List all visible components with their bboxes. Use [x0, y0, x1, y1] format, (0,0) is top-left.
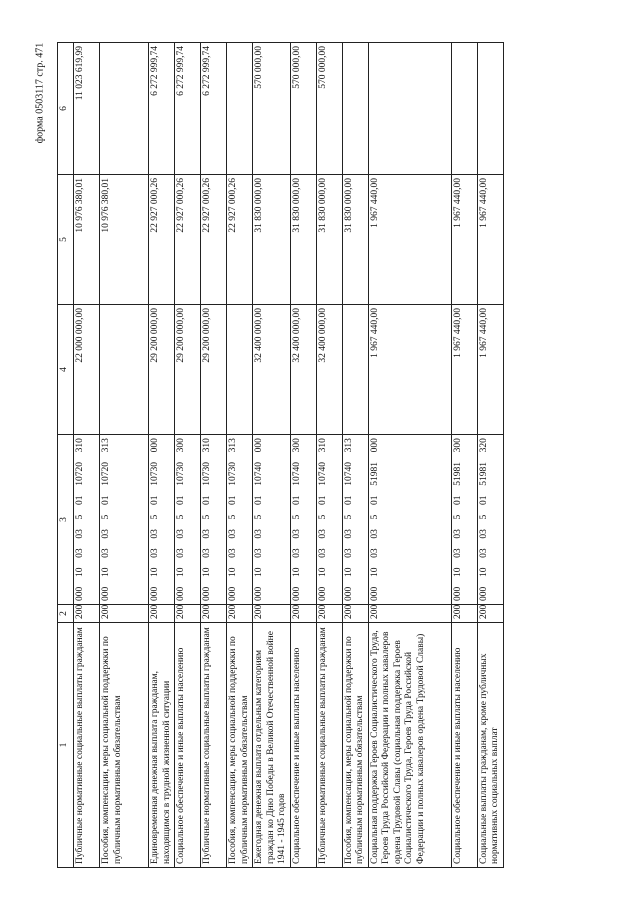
table-row	[451, 43, 477, 868]
row-indicator-name: Публичные нормативные социальные выплаты гражданам	[74, 623, 100, 868]
row-amount-v6	[342, 43, 368, 175]
row-indicator-name: Единовременная денежная выплата гражданам, находящимся в трудной жизненной ситуации	[149, 623, 175, 868]
classification-code-part: 03	[150, 548, 160, 558]
row-line-code: 200	[451, 605, 477, 623]
budget-report-table	[57, 42, 504, 868]
classification-code-part: 313	[228, 438, 238, 453]
report-table-wrapper	[57, 43, 605, 868]
row-line-code: 200	[227, 605, 253, 623]
row-amount-v6: 570 000,00	[290, 43, 316, 175]
classification-code-part: 000	[202, 586, 212, 601]
classification-code-part: 313	[343, 438, 354, 453]
classification-code-parts	[176, 438, 188, 601]
row-line-code: 200	[149, 605, 175, 623]
classification-code-part: 51981	[452, 462, 463, 486]
classification-code-part: 01	[202, 495, 212, 505]
classification-code-part: 10	[75, 567, 85, 578]
classification-code-part: 03	[150, 529, 160, 539]
classification-code-part: 01	[343, 495, 354, 505]
classification-code-part: 03	[343, 548, 354, 558]
classification-code-part: 03	[228, 529, 238, 539]
classification-code-part: 5	[369, 514, 380, 520]
table-row	[342, 43, 368, 868]
column-header-2: 2	[58, 605, 74, 623]
table-row	[149, 43, 175, 868]
table-row	[253, 43, 291, 868]
classification-code-part: 000	[176, 586, 186, 601]
column-header-5: 5	[58, 175, 74, 305]
row-amount-v6: 11 023 619,99	[74, 43, 100, 175]
form-number-text: форма 0503117 стр. 471	[34, 42, 46, 144]
row-amount-v5: 22 927 000,26	[175, 175, 201, 305]
classification-code-part: 300	[176, 438, 186, 453]
row-amount-v4	[342, 305, 368, 435]
row-amount-v4: 1 967 440,00	[477, 305, 503, 435]
table-row	[175, 43, 201, 868]
row-classification-code	[290, 435, 316, 605]
column-header-3: 3	[58, 435, 74, 605]
classification-code-part: 03	[176, 529, 186, 539]
classification-code-part: 310	[202, 438, 212, 453]
row-amount-v6: 6 272 999,74	[149, 43, 175, 175]
row-amount-v6	[368, 43, 451, 175]
classification-code-part: 03	[254, 529, 264, 539]
classification-code-part: 10	[176, 567, 186, 578]
row-amount-v4	[100, 305, 149, 435]
classification-code-part: 10730	[228, 462, 238, 486]
classification-code-part: 01	[254, 495, 264, 505]
row-line-code: 200	[74, 605, 100, 623]
classification-code-part: 5	[343, 514, 354, 520]
column-header-1: 1	[58, 623, 74, 868]
row-line-code: 200	[316, 605, 342, 623]
row-amount-v4: 32 400 000,00	[290, 305, 316, 435]
classification-code-part: 10740	[343, 462, 354, 486]
classification-code-parts	[292, 438, 304, 601]
classification-code-part: 5	[101, 514, 111, 520]
row-amount-v5: 22 927 000,26	[149, 175, 175, 305]
table-row	[100, 43, 149, 868]
row-amount-v6: 6 272 999,74	[201, 43, 227, 175]
classification-code-part: 10	[228, 567, 238, 578]
classification-code-parts	[202, 438, 214, 601]
classification-code-part: 01	[478, 495, 489, 505]
classification-code-part: 03	[452, 548, 463, 558]
table-row	[316, 43, 342, 868]
row-line-code: 200	[175, 605, 201, 623]
row-line-code: 200	[100, 605, 149, 623]
classification-code-part: 5	[291, 514, 302, 520]
row-amount-v4	[227, 305, 253, 435]
classification-code-part: 10	[317, 567, 328, 578]
classification-code-part: 51981	[478, 462, 489, 486]
table-row	[201, 43, 227, 868]
row-classification-code	[74, 435, 100, 605]
classification-code-part: 10	[343, 567, 354, 578]
row-classification-code	[175, 435, 201, 605]
classification-code-parts	[254, 438, 266, 601]
classification-code-part: 300	[452, 438, 463, 453]
row-amount-v5: 1 967 440,00	[477, 175, 503, 305]
classification-code-part: 03	[478, 548, 489, 558]
row-classification-code	[253, 435, 291, 605]
classification-code-parts	[228, 438, 240, 601]
classification-code-part: 000	[452, 586, 463, 601]
classification-code-part: 5	[176, 514, 186, 520]
classification-code-part: 10730	[150, 462, 160, 486]
row-classification-code	[342, 435, 368, 605]
row-line-code: 200	[477, 605, 503, 623]
classification-code-part: 03	[176, 548, 186, 558]
classification-code-part: 10740	[291, 462, 302, 486]
row-amount-v4: 32 400 000,00	[316, 305, 342, 435]
classification-code-part: 10	[254, 567, 264, 578]
classification-code-part: 01	[317, 495, 328, 505]
row-indicator-name: Пособия, компенсации, меры социальной поддержки по публичным нормативным обязательствам	[342, 623, 368, 868]
classification-code-parts	[453, 438, 465, 601]
row-amount-v4: 29 200 000,00	[149, 305, 175, 435]
classification-code-part: 10	[150, 567, 160, 578]
classification-code-part: 01	[291, 495, 302, 505]
row-indicator-name: Социальное обеспечение и иные выплаты населению	[290, 623, 316, 868]
classification-code-part: 10720	[75, 462, 85, 486]
row-amount-v5: 31 830 000,00	[253, 175, 291, 305]
row-amount-v5: 1 967 440,00	[451, 175, 477, 305]
classification-code-part: 01	[176, 495, 186, 505]
classification-code-part: 10	[101, 567, 111, 578]
row-indicator-name: Ежегодная денежная выплата отдельным категориям граждан ко Дню Победы в Великой Отечественной войне 1941 - 1945 годов	[253, 623, 291, 868]
row-classification-code	[316, 435, 342, 605]
classification-code-part: 10	[369, 567, 380, 578]
row-amount-v4: 22 000 000,00	[74, 305, 100, 435]
row-line-code: 200	[290, 605, 316, 623]
classification-code-part: 000	[369, 586, 380, 601]
row-line-code: 200	[201, 605, 227, 623]
classification-code-part: 03	[369, 548, 380, 558]
classification-code-part: 000	[228, 586, 238, 601]
classification-code-part: 5	[228, 514, 238, 520]
row-amount-v4: 1 967 440,00	[451, 305, 477, 435]
classification-code-parts	[150, 438, 162, 601]
classification-code-parts	[370, 438, 382, 601]
row-amount-v4: 32 400 000,00	[253, 305, 291, 435]
table-row	[227, 43, 253, 868]
classification-code-part: 03	[291, 529, 302, 539]
row-amount-v5: 31 830 000,00	[290, 175, 316, 305]
classification-code-parts	[318, 438, 330, 601]
row-line-code: 200	[253, 605, 291, 623]
classification-code-part: 10730	[202, 462, 212, 486]
classification-code-part: 01	[101, 495, 111, 505]
classification-code-part: 5	[478, 514, 489, 520]
row-classification-code	[477, 435, 503, 605]
classification-code-part: 03	[75, 548, 85, 558]
row-line-code: 200	[368, 605, 451, 623]
classification-code-part: 000	[317, 586, 328, 601]
row-indicator-name: Социальное обеспечение и иные выплаты населению	[451, 623, 477, 868]
classification-code-part: 310	[75, 438, 85, 453]
classification-code-part: 03	[101, 548, 111, 558]
row-amount-v6	[477, 43, 503, 175]
row-amount-v5: 10 976 380,01	[74, 175, 100, 305]
row-amount-v6: 570 000,00	[316, 43, 342, 175]
classification-code-part: 000	[343, 586, 354, 601]
table-body	[74, 43, 504, 868]
row-amount-v4: 29 200 000,00	[175, 305, 201, 435]
classification-code-part: 310	[317, 438, 328, 453]
classification-code-part: 5	[75, 514, 85, 520]
classification-code-part: 000	[254, 438, 264, 453]
classification-code-part: 51981	[369, 462, 380, 486]
row-indicator-name: Социальная поддержка Героев Социалистического Труда, Героев Труда Российской Федерации и полных кавалеров ордена Трудовой Славы (социальная поддержка Героев Социалистического Труда, Героев Труда Российской Федерации и полных кавалеров ордена Трудовой Славы)	[368, 623, 451, 868]
classification-code-part: 01	[150, 495, 160, 505]
classification-code-part: 03	[452, 529, 463, 539]
row-indicator-name: Публичные нормативные социальные выплаты гражданам	[201, 623, 227, 868]
classification-code-part: 313	[101, 438, 111, 453]
classification-code-part: 03	[228, 548, 238, 558]
classification-code-part: 03	[75, 529, 85, 539]
classification-code-parts	[479, 438, 491, 601]
classification-code-part: 01	[75, 495, 85, 505]
row-classification-code	[227, 435, 253, 605]
classification-code-part: 5	[150, 514, 160, 520]
row-amount-v5: 22 927 000,26	[227, 175, 253, 305]
classification-code-part: 10	[202, 567, 212, 578]
classification-code-part: 10720	[101, 462, 111, 486]
table-row	[477, 43, 503, 868]
row-indicator-name: Социальное обеспечение и иные выплаты населению	[175, 623, 201, 868]
classification-code-part: 10	[452, 567, 463, 578]
rotated-table-frame	[57, 43, 605, 868]
classification-code-part: 10740	[254, 462, 264, 486]
form-number-note	[34, 18, 46, 168]
classification-code-part: 03	[254, 548, 264, 558]
row-amount-v5: 22 927 000,26	[201, 175, 227, 305]
classification-code-part: 5	[317, 514, 328, 520]
row-amount-v5: 1 967 440,00	[368, 175, 451, 305]
classification-code-part: 03	[291, 548, 302, 558]
classification-code-part: 01	[452, 495, 463, 505]
row-amount-v4: 29 200 000,00	[201, 305, 227, 435]
classification-code-part: 000	[291, 586, 302, 601]
row-amount-v4: 1 967 440,00	[368, 305, 451, 435]
table-row	[74, 43, 100, 868]
classification-code-part: 5	[202, 514, 212, 520]
row-amount-v6	[227, 43, 253, 175]
column-header-4: 4	[58, 305, 74, 435]
classification-code-part: 000	[101, 586, 111, 601]
classification-code-part: 01	[369, 495, 380, 505]
classification-code-part: 03	[202, 548, 212, 558]
row-line-code: 200	[342, 605, 368, 623]
row-amount-v6: 6 272 999,74	[175, 43, 201, 175]
row-amount-v6: 570 000,00	[253, 43, 291, 175]
classification-code-part: 03	[317, 529, 328, 539]
classification-code-part: 10740	[317, 462, 328, 486]
classification-code-part: 10	[291, 567, 302, 578]
classification-code-part: 03	[478, 529, 489, 539]
classification-code-part: 300	[291, 438, 302, 453]
classification-code-part: 01	[228, 495, 238, 505]
row-classification-code	[100, 435, 149, 605]
header-row	[58, 43, 74, 868]
row-amount-v5: 10 976 380,01	[100, 175, 149, 305]
table-row	[290, 43, 316, 868]
classification-code-part: 5	[254, 514, 264, 520]
classification-code-part: 03	[343, 529, 354, 539]
classification-code-part: 000	[150, 586, 160, 601]
row-amount-v5: 31 830 000,00	[316, 175, 342, 305]
classification-code-parts	[101, 438, 113, 601]
classification-code-part: 03	[101, 529, 111, 539]
column-header-6: 6	[58, 43, 74, 175]
row-indicator-name: Пособия, компенсации, меры социальной поддержки по публичным нормативным обязательствам	[100, 623, 149, 868]
row-indicator-name: Пособия, компенсации, меры социальной поддержки по публичным нормативным обязательствам	[227, 623, 253, 868]
row-classification-code	[451, 435, 477, 605]
classification-code-part: 03	[369, 529, 380, 539]
row-indicator-name: Публичные нормативные социальные выплаты гражданам	[316, 623, 342, 868]
row-amount-v6	[451, 43, 477, 175]
classification-code-part: 000	[75, 586, 85, 601]
classification-code-part: 10	[478, 567, 489, 578]
classification-code-part: 320	[478, 438, 489, 453]
classification-code-part: 03	[202, 529, 212, 539]
row-amount-v5: 31 830 000,00	[342, 175, 368, 305]
classification-code-part: 000	[150, 438, 160, 453]
classification-code-parts	[75, 438, 87, 601]
row-amount-v6	[100, 43, 149, 175]
row-classification-code	[201, 435, 227, 605]
row-indicator-name: Социальные выплаты гражданам, кроме публичных нормативных социальных выплат	[477, 623, 503, 868]
classification-code-part: 000	[369, 438, 380, 453]
row-classification-code	[149, 435, 175, 605]
table-row	[368, 43, 451, 868]
classification-code-part: 000	[254, 586, 264, 601]
classification-code-part: 03	[317, 548, 328, 558]
classification-code-part: 5	[452, 514, 463, 520]
row-classification-code	[368, 435, 451, 605]
classification-code-part: 10730	[176, 462, 186, 486]
classification-code-parts	[344, 438, 356, 601]
classification-code-part: 000	[478, 586, 489, 601]
